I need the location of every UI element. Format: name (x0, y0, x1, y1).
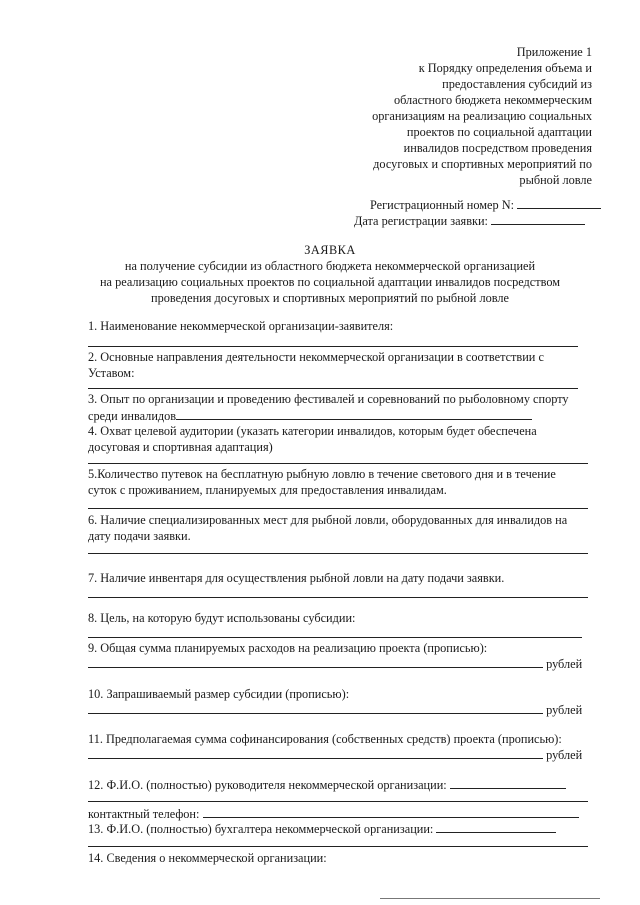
item-9-label: 9. Общая сумма планируемых расходов на реализацию проекта (прописью): (88, 641, 488, 655)
appendix-line: проектов по социальной адаптации (406, 125, 592, 139)
item-11-currency: рублей (546, 748, 583, 762)
appendix-line: досуговых и спортивных мероприятий по (373, 157, 592, 171)
registration-date-field[interactable] (491, 212, 585, 225)
registration-date-row (354, 212, 585, 229)
item-11-amount-row (88, 746, 582, 763)
item-14-label: 14. Сведения о некоммерческой организации: (88, 851, 327, 865)
item-6-field[interactable] (88, 553, 588, 554)
registration-number-row (370, 196, 601, 213)
item-9-amount-row (88, 655, 582, 672)
appendix-line: к Порядку определения объема и (418, 61, 592, 75)
item-1-label: 1. Наименование некоммерческой организации-заявителя: (88, 319, 394, 333)
item-2-label: 2. Основные направления деятельности некоммерческой организации в соответствии с (88, 350, 544, 364)
item-13-field-extra[interactable] (88, 846, 588, 847)
item-8-field[interactable] (88, 637, 582, 638)
appendix-line: организациям на реализацию социальных (372, 109, 592, 123)
item-11-label: 11. Предполагаемая сумма софинансирования (собственных средств) проекта (прописью): (88, 732, 562, 746)
item-12-label: 12. Ф.И.О. (полностью) руководителя некоммерческой организации: (88, 778, 447, 792)
application-title (60, 242, 600, 306)
item-10-amount-row (88, 701, 582, 718)
item-7-field[interactable] (88, 597, 588, 598)
item-5-label: 5.Количество путевок на бесплатную рыбную ловлю в течение светового дня и в течение (88, 467, 556, 481)
item-4-label: 4. Охват целевой аудитории (указать категории инвалидов, которым будет обеспечена (88, 424, 537, 438)
phone-label: контактный телефон: (88, 807, 200, 821)
item-1-field[interactable] (88, 346, 578, 347)
item-9-currency: рублей (546, 657, 583, 671)
item-3-label-cont (88, 407, 532, 424)
registration-number-field[interactable] (517, 196, 601, 209)
title-line: проведения досуговых и спортивных мероприятий по рыбной ловле (151, 291, 509, 305)
item-5-label-cont: суток с проживанием, планируемых для предоставления инвалидам. (88, 483, 447, 497)
registration-number-label: Регистрационный номер N: (370, 198, 514, 212)
item-2-label-cont: Уставом: (88, 366, 135, 380)
item-2-field[interactable] (88, 388, 578, 389)
item-13-field[interactable] (436, 820, 556, 833)
item-13-row (88, 820, 556, 837)
appendix-line: инвалидов посредством проведения (403, 141, 592, 155)
item-12-field-extra[interactable] (88, 801, 588, 802)
item-9-field[interactable] (88, 655, 543, 668)
appendix-line: предоставления субсидий из (442, 77, 592, 91)
item-12-row (88, 776, 566, 793)
item-5-field[interactable] (88, 508, 588, 509)
appendix-line: рыбной ловле (519, 173, 592, 187)
item-4-label-cont: досуговая и спортивная адаптация) (88, 440, 273, 454)
item-12-field[interactable] (450, 776, 566, 789)
item-8-label: 8. Цель, на которую будут использованы субсидии: (88, 611, 356, 625)
item-10-currency: рублей (546, 703, 583, 717)
item-6-label-cont: дату подачи заявки. (88, 529, 191, 543)
registration-date-label: Дата регистрации заявки: (354, 214, 488, 228)
item-4-field[interactable] (88, 463, 588, 464)
title-heading: ЗАЯВКА (304, 243, 356, 257)
item-3-label: 3. Опыт по организации и проведению фестивалей и соревнований по рыболовному спорту (88, 392, 569, 406)
item-10-field[interactable] (88, 701, 543, 714)
item-6-label: 6. Наличие специализированных мест для рыбной ловли, оборудованных для инвалидов на (88, 513, 568, 527)
item-3-text: среди инвалидов (88, 409, 177, 423)
item-13-label: 13. Ф.И.О. (полностью) бухгалтера некоммерческой организации: (88, 822, 434, 836)
phone-field[interactable] (203, 805, 579, 818)
item-7-label: 7. Наличие инвентаря для осуществления рыбной ловли на дату подачи заявки. (88, 571, 505, 585)
appendix-line: областного бюджета некоммерческим (393, 93, 592, 107)
title-line: на получение субсидии из областного бюджета некоммерческой организацией (124, 259, 536, 273)
appendix-block (330, 44, 592, 188)
item-11-field[interactable] (88, 746, 543, 759)
appendix-line: Приложение 1 (516, 45, 592, 59)
item-3-field[interactable] (176, 407, 532, 420)
item-10-label: 10. Запрашиваемый размер субсидии (прописью): (88, 687, 350, 701)
bottom-divider (380, 898, 600, 899)
title-line: на реализацию социальных проектов по социальной адаптации инвалидов посредством (99, 275, 561, 289)
